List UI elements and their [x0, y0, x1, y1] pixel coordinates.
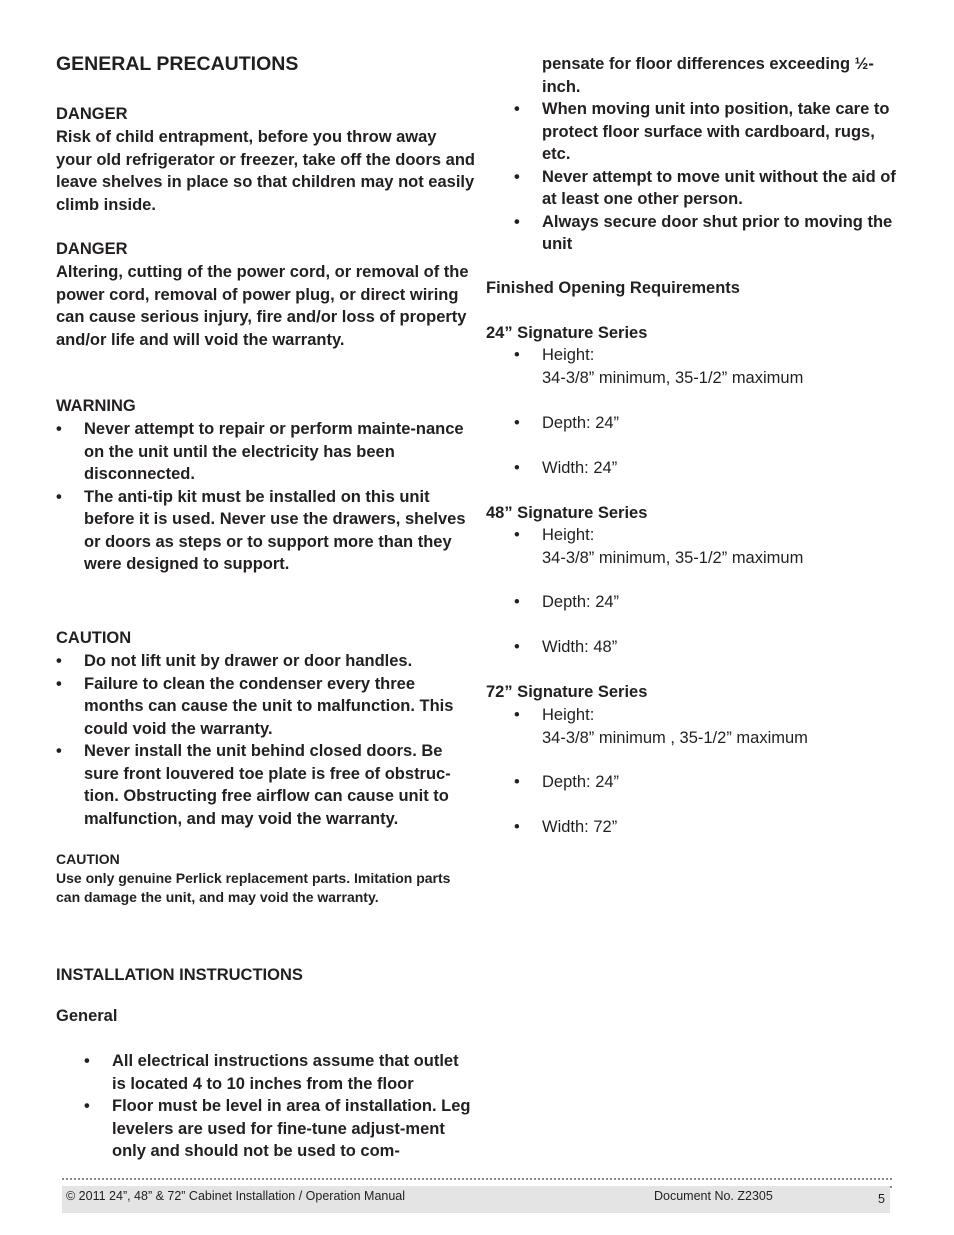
footer-copyright: © 2011 24”, 48” & 72” Cabinet Installation / Operation Manual	[66, 1189, 406, 1203]
list-item: • Never attempt to move unit without the aid of at least one other person.	[514, 166, 906, 211]
list-item: • When moving unit into position, take care to protect floor surface with cardboard, rugs, etc.	[514, 98, 906, 166]
danger-text-1: Risk of child entrapment, before you throw away your old refrigerator or freezer, take off the doors and leave shelves in place so that children may not easily climb inside.	[56, 128, 476, 214]
continued-text: pensate for floor differences exceeding ½-inch.	[542, 55, 874, 96]
list-item: • The anti-tip kit must be installed on this unit before it is used. Never use the drawers, shelves or doors as steps or to support more than they were designed to support.	[56, 486, 476, 576]
spec-width-list	[514, 457, 906, 480]
installation-heading: INSTALLATION INSTRUCTIONS	[56, 966, 303, 984]
list-item: • Never install the unit behind closed doors. Be sure front louvered toe plate is free of obstruc-tion. Obstructing free airflow can cause unit to malfunction, and may void the warranty.	[56, 740, 476, 830]
danger-text-2: Altering, cutting of the power cord, or removal of the power cord, removal of power plug, or direct wiring can cause serious injury, fire and/or loss of property and/or life and will void the warranty.	[56, 263, 469, 349]
list-item: • Floor must be level in area of installation. Leg levelers are used for fine-tune adjust-ment only and should not be used to com-	[56, 1095, 476, 1163]
spec-height: • Height: 34-3/8” minimum, 35-1/2” maximum	[514, 524, 906, 569]
danger-label-2: DANGER	[56, 240, 128, 258]
spec-height: • Height: 34-3/8” minimum, 35-1/2” maximum	[514, 344, 906, 389]
list-item: • Never attempt to repair or perform mainte-nance on the unit until the electricity has been disconnected.	[56, 418, 476, 486]
spec-depth-list	[514, 412, 906, 435]
caution-label: CAUTION	[56, 629, 132, 647]
list-item: • Failure to clean the condenser every three months can cause the unit to malfunction. This could void the warranty.	[56, 673, 476, 741]
spec-width: • Width: 24”	[514, 457, 906, 480]
spec-height: • Height: 34-3/8” minimum , 35-1/2” maximum	[514, 704, 906, 749]
spec-depth-list	[514, 771, 906, 794]
spec-depth: • Depth: 24”	[514, 771, 906, 794]
page-number: 5	[878, 1192, 885, 1206]
danger-label-1: DANGER	[56, 105, 128, 123]
spec-width-list	[514, 816, 906, 839]
series-title-48: 48” Signature Series	[486, 504, 648, 522]
spec-width: • Width: 72”	[514, 816, 906, 839]
series-specs-72	[514, 704, 906, 749]
spec-depth: • Depth: 24”	[514, 412, 906, 435]
caution-list	[56, 650, 476, 830]
spec-depth-list	[514, 591, 906, 614]
general-list	[56, 1050, 476, 1163]
warning-list	[56, 418, 476, 576]
moving-list	[514, 98, 906, 256]
series-title-24: 24” Signature Series	[486, 324, 648, 342]
footer-document-number: Document No. Z2305	[654, 1189, 773, 1203]
series-specs-48	[514, 524, 906, 569]
spec-width-list	[514, 636, 906, 659]
page-heading: GENERAL PRECAUTIONS	[56, 53, 299, 75]
general-label: General	[56, 1007, 118, 1025]
series-title-72: 72” Signature Series	[486, 683, 648, 701]
caution-small-text: Use only genuine Perlick replacement parts. Imitation parts can damage the unit, and may void the warranty.	[56, 870, 451, 905]
list-item: • Always secure door shut prior to moving the unit	[514, 211, 906, 256]
page-footer	[62, 1186, 890, 1213]
list-item: • Do not lift unit by drawer or door handles.	[56, 650, 476, 673]
spec-width: • Width: 48”	[514, 636, 906, 659]
warning-label: WARNING	[56, 397, 136, 415]
series-specs-24	[514, 344, 906, 389]
spec-depth: • Depth: 24”	[514, 591, 906, 614]
list-item: • All electrical instructions assume that outlet is located 4 to 10 inches from the floor	[56, 1050, 476, 1095]
caution-small-label: CAUTION	[56, 851, 120, 867]
finished-opening-heading: Finished Opening Requirements	[486, 279, 740, 297]
